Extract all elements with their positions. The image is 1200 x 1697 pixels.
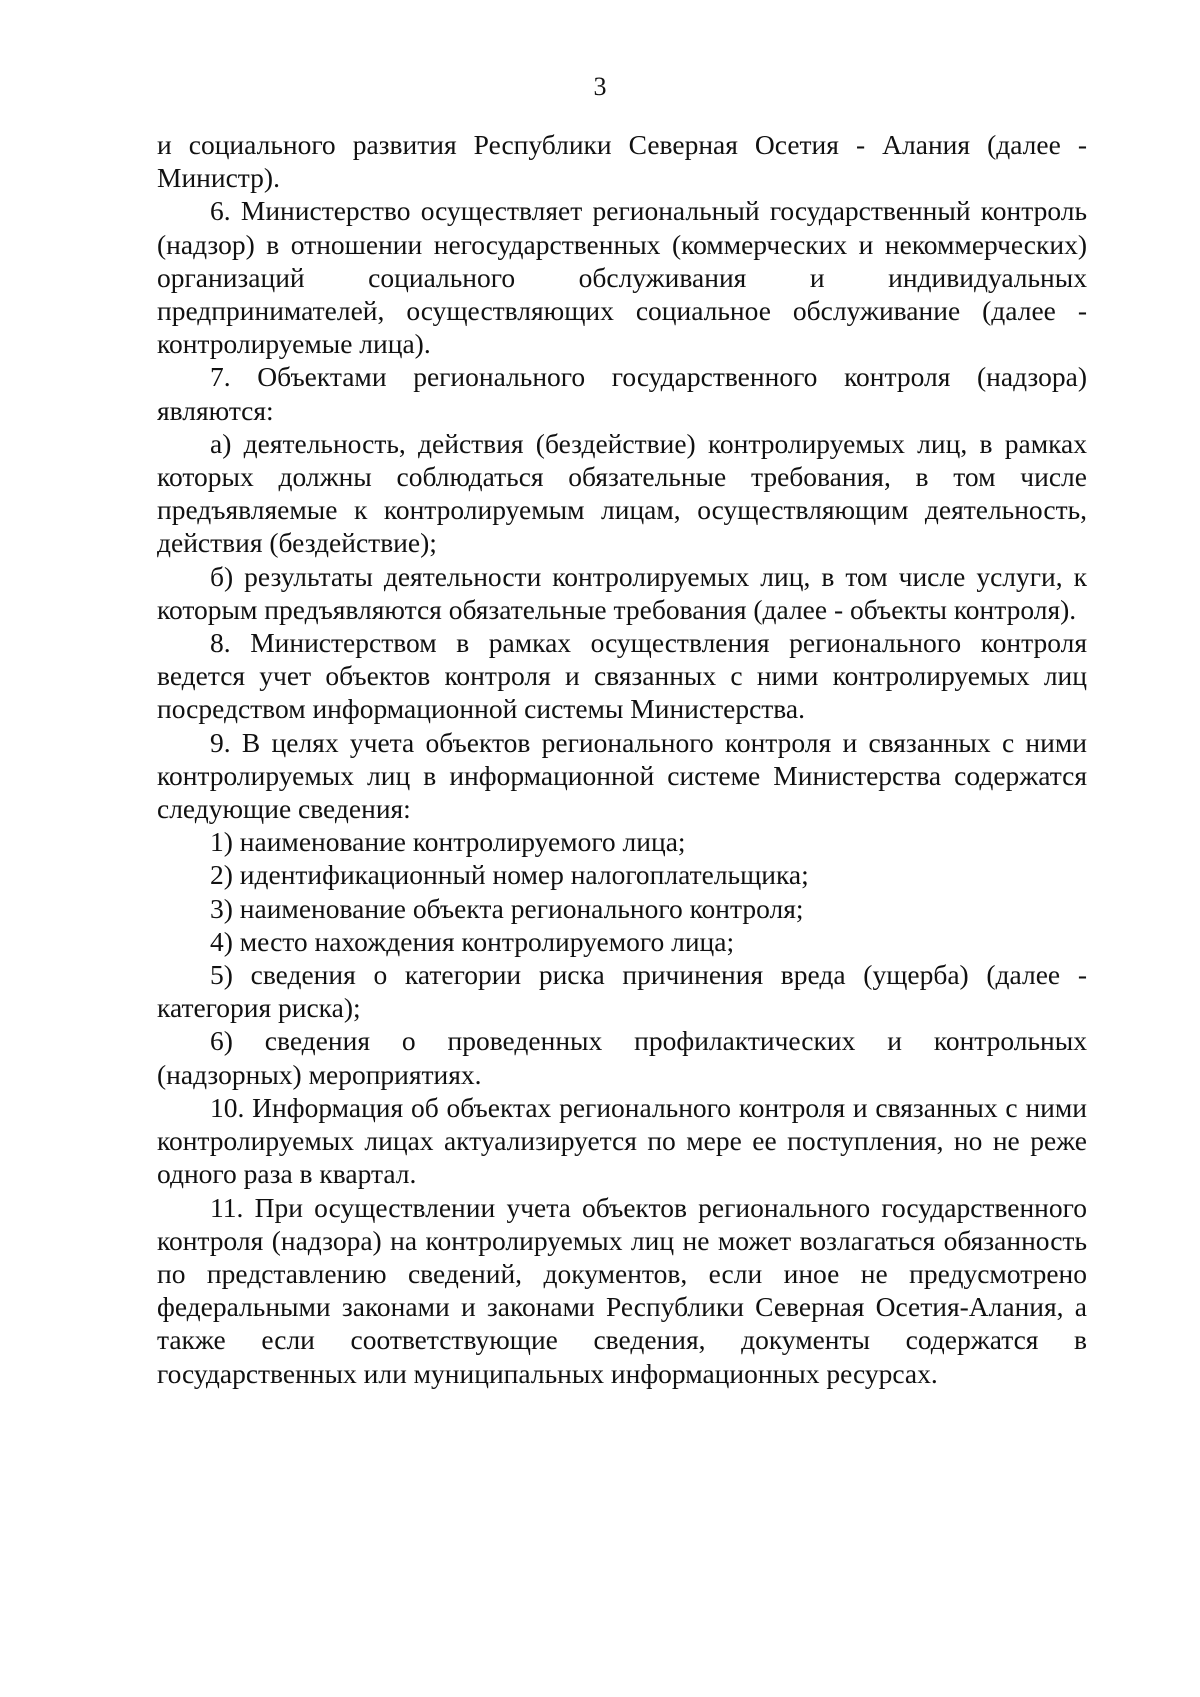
paragraph-item-10: 10. Информация об объектах регионального контроля и связанных с ними контролируемых лицах актуализируется по мере ее поступления, но не реже одного раза в квартал.	[157, 1091, 1087, 1190]
paragraph-item-11: 11. При осуществлении учета объектов регионального государственного контроля (надзора) на контролируемых лиц не может возлагаться обязанность по представлению сведений, документов, если иное не предусмотрено федеральными законами и законами Республики Северная Осетия-Алания, а также если соответствующие сведения, документы содержатся в государственных или муниципальных информационных ресурсах.	[157, 1191, 1087, 1389]
paragraph-item-7b: б) результаты деятельности контролируемых лиц, в том числе услуги, к которым предъявляются обязательные требования (далее - объекты контроля).	[157, 560, 1087, 625]
paragraph-item-8: 8. Министерством в рамках осуществления регионального контроля ведется учет объектов контроля и связанных с ними контролируемых лиц посредством информационной системы Министерства.	[157, 627, 1087, 725]
list-item-2: 2) идентификационный номер налогоплательщика;	[210, 859, 809, 891]
page-number: 3	[593, 72, 607, 101]
paragraph-item-9: 9. В целях учета объектов регионального контроля и связанных с ними контролируемых лиц в информационной системе Министерства содержатся следующие сведения:	[157, 726, 1087, 825]
list-item-5: 5) сведения о категории риска причинения вреда (ущерба) (далее - категория риска);	[157, 959, 1087, 1024]
list-item-4: 4) место нахождения контролируемого лица;	[210, 925, 735, 957]
paragraph-continuation: и социального развития Республики Северная Осетия - Алания (далее - Министр).	[157, 129, 1087, 194]
document-body	[157, 128, 1087, 1390]
list-item-3: 3) наименование объекта регионального контроля;	[210, 892, 804, 924]
list-item-1: 1) наименование контролируемого лица;	[210, 826, 686, 858]
list-item-6: 6) сведения о проведенных профилактических и контрольных (надзорных) мероприятиях.	[157, 1025, 1087, 1090]
paragraph-item-6: 6. Министерство осуществляет региональный государственный контроль (надзор) в отношении негосударственных (коммерческих и некоммерческих) организаций социального обслуживания и индивидуальных предпринимателей, осуществляющих социальное обслуживание (далее - контролируемые лица).	[157, 195, 1087, 360]
paragraph-item-7a: а) деятельность, действия (бездействие) контролируемых лиц, в рамках которых должны соблюдаться обязательные требования, в том числе предъявляемые к контролируемым лицам, осуществляющим деятельность, действия (бездействие);	[157, 427, 1087, 559]
paragraph-item-7: 7. Объектами регионального государственного контроля (надзора) являются:	[157, 361, 1087, 426]
